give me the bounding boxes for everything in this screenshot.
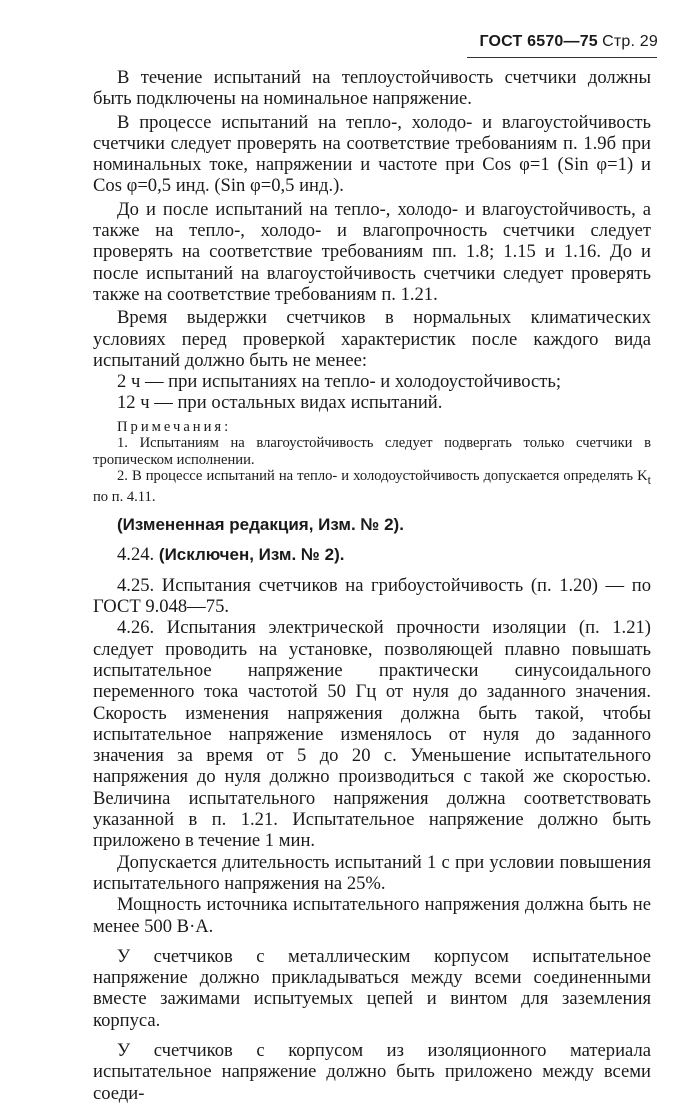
- paragraph-metal-case: У счетчиков с металлическим корпусом испытательное напряжение должно прикладываться между всеми соединенными вместе зажимами испытуемых цепей и винтом для заземления корпуса.: [93, 945, 651, 1031]
- note-1: 1. Испытаниям на влагоустойчивость следует подвергать только счетчики в тропическом исполнении.: [93, 435, 651, 468]
- header-rule: [467, 57, 657, 58]
- page-header: [479, 33, 658, 51]
- paragraph-source-power: Мощность источника испытательного напряжения должна быть не менее 500 В·А.: [93, 894, 651, 937]
- note-2-tail: по п. 4.11.: [93, 488, 156, 505]
- holding-time-item-1: 2 ч — при испытаниях на тепло- и холодоустойчивость;: [117, 371, 562, 393]
- item-4-24-text: (Исключен, Изм. № 2).: [154, 545, 345, 565]
- paragraph-check-requirements: В процессе испытаний на тепло-, холодо- и влагоустойчивость счетчики следует проверять на соответствие требованиям п. 1.9б при номинальных токе, напряжении и частоте при Cos φ=1 (Sin φ=1) и Cos φ=0,5 инд. (Sin φ=0,5 инд.).: [93, 111, 651, 197]
- item-4-25: 4.25. Испытания счетчиков на грибоустойчивость (п. 1.20) — по ГОСТ 9.048—75.: [93, 574, 651, 618]
- item-4-24-number: 4.24.: [117, 544, 155, 566]
- standard-number: ГОСТ 6570—75: [479, 33, 598, 50]
- note-2: [93, 468, 651, 505]
- document-body: [93, 67, 651, 1104]
- holding-time-item-2: 12 ч — при остальных видах испытаний.: [117, 392, 443, 414]
- amended-edition: (Измененная редакция, Изм. № 2).: [117, 515, 404, 535]
- page-number: Стр. 29: [602, 33, 658, 50]
- note-2-subscript: t: [647, 473, 651, 488]
- notes-title: Примечания:: [117, 418, 232, 435]
- note-2-text: 2. В процессе испытаний на тепло- и холодоустойчивость допускается определять K: [117, 468, 648, 485]
- item-4-24: [93, 544, 651, 565]
- paragraph-duration: Допускается длительность испытаний 1 с при условии повышения испытательного напряжения на 25%.: [93, 851, 651, 894]
- paragraph-insulating-case: У счетчиков с корпусом из изоляционного материала испытательное напряжение должно быть приложено между всеми соеди-: [93, 1039, 651, 1104]
- item-4-26: 4.26. Испытания электрической прочности изоляции (п. 1.21) следует проводить на установке, позволяющей плавно повышать испытательное напряжение практически синусоидального переменного тока частотой 50 Гц от нуля до заданного значения. Скорость изменения напряжения должна быть такой, чтобы испытательное напряжение изменялось от нуля до заданного значения за время от 5 до 20 с. Уменьшение испытательного напряжения до нуля должно производиться с такой же скоростью. Величина испытательного напряжения должна соответствовать указанной в п. 1.21. Испытательное напряжение должно быть приложено в течение 1 мин.: [93, 617, 651, 852]
- paragraph-holding-time: Время выдержки счетчиков в нормальных климатических условиях перед проверкой характеристик после каждого вида испытаний должно быть не менее:: [93, 307, 651, 371]
- paragraph-heat-connection: В течение испытаний на теплоустойчивость счетчики должны быть подключены на номинальное напряжение.: [93, 67, 651, 110]
- paragraph-before-after-tests: До и после испытаний на тепло-, холодо- и влагоустойчивость, а также на тепло-, холодо- и влагопрочность счетчики следует проверять на соответствие требованиям пп. 1.8; 1.15 и 1.16. До и после испытаний на влагоустойчивость счетчики следует проверять также на соответствие требованиям п. 1.21.: [93, 198, 651, 305]
